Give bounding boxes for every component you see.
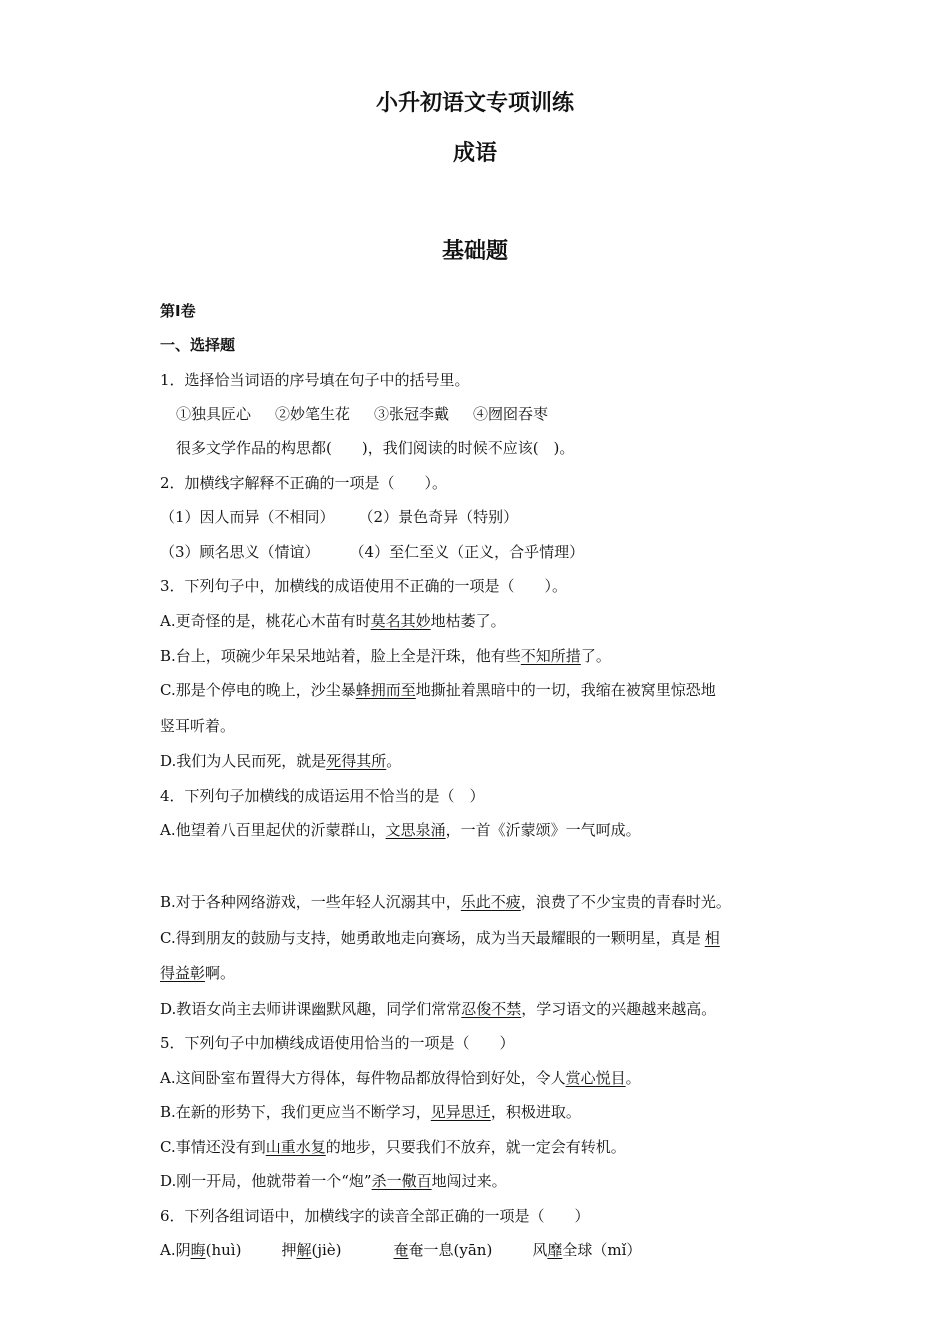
underlined-idiom: 赏心悦目	[565, 1069, 626, 1087]
document-title: 小升初语文专项训练	[375, 91, 574, 116]
question-3-stem: 3．下列句子中，加横线的成语使用不正确的一项是（ ）。	[160, 577, 568, 595]
question-2-options-row-1	[160, 507, 518, 527]
underlined-character: 晦	[190, 1241, 206, 1259]
option-text: ，一首《沂蒙颂》一气呵成。	[445, 821, 641, 839]
option-text: 押	[281, 1241, 297, 1259]
option-text: ，学习语文的兴趣越来越高。	[521, 1000, 717, 1018]
option-text: 风	[532, 1241, 548, 1259]
underlined-idiom: 死得其所	[326, 752, 387, 770]
option-text: 。	[625, 1069, 641, 1087]
question-5-option-a	[160, 1068, 641, 1088]
option-text: A.更奇怪的是，桃花心木苗有时	[160, 612, 371, 630]
question-6-option-a	[160, 1240, 641, 1260]
underlined-character: 靡	[547, 1241, 563, 1259]
underlined-idiom: 莫名其妙	[370, 612, 431, 630]
option-text: ，浪费了不少宝贵的青春时光。	[520, 893, 731, 911]
underlined-idiom: 相	[704, 929, 720, 947]
option-text: B.在新的形势下，我们更应当不断学习，	[160, 1103, 431, 1121]
underlined-idiom: 山重水复	[265, 1138, 326, 1156]
question-4-option-c	[160, 928, 720, 948]
option-3: ③张冠李戴	[374, 405, 450, 423]
question-4-option-b	[160, 892, 731, 912]
underlined-idiom: 文思泉涌	[385, 821, 446, 839]
question-4-option-a	[160, 820, 641, 840]
question-4-option-c-continued	[160, 963, 235, 983]
option-text: 了。	[580, 647, 611, 665]
question-3-option-a	[160, 611, 506, 631]
question-4-option-d	[160, 999, 716, 1019]
underlined-idiom: 得益彰	[160, 964, 206, 982]
option-text: C.那是个停电的晚上，沙尘暴	[160, 681, 356, 699]
underlined-idiom: 杀一儆百	[371, 1172, 432, 1190]
question-1-stem: 1．选择恰当词语的序号填在句子中的括号里。	[160, 371, 470, 389]
question-1-options	[176, 404, 548, 424]
underlined-idiom: 蜂拥而至	[355, 681, 416, 699]
option-1: （1）因人而异（不相同）	[160, 508, 335, 526]
option-text: B.台上，项碗少年呆呆地站着，脸上全是汗珠，他有些	[160, 647, 521, 665]
question-6-stem: 6．下列各组词语中，加横线字的读音全部正确的一项是（ ）	[160, 1207, 590, 1225]
underlined-idiom: 忍俊不禁	[461, 1000, 522, 1018]
option-text: ，积极进取。	[490, 1103, 581, 1121]
pinyin: 全球（mǐ）	[562, 1241, 642, 1259]
option-text: 地撕扯着黑暗中的一切，我缩在被窝里惊恐地	[415, 681, 716, 699]
question-4-stem: 4．下列句子加横线的成语运用不恰当的是（ ）	[160, 787, 485, 805]
option-2: （2）景色奇异（特别）	[358, 508, 519, 526]
option-text: D.教语女尚主去师讲课幽默风趣，同学们常常	[160, 1000, 462, 1018]
question-2-stem: 2．加横线字解释不正确的一项是（ ）。	[160, 474, 448, 492]
option-text: 啊。	[205, 964, 236, 982]
volume-heading: 第Ⅰ卷	[160, 302, 196, 320]
option-text: 。	[386, 752, 402, 770]
document-subtitle: 成语	[452, 141, 497, 166]
option-3: （3）顾名思义（情谊）	[160, 543, 320, 561]
option-2: ②妙笔生花	[275, 405, 351, 423]
section-level-heading: 基础题	[441, 239, 508, 264]
pinyin: (huì)	[205, 1241, 242, 1259]
option-text: A.这间卧室布置得大方得体，每件物品都放得恰到好处，令人	[160, 1069, 566, 1087]
option-text: D.我们为人民而死，就是	[160, 752, 327, 770]
option-4: ④囫囵吞枣	[473, 405, 549, 423]
question-5-option-b	[160, 1102, 581, 1122]
question-3-option-d	[160, 751, 401, 771]
question-5-option-c	[160, 1137, 626, 1157]
option-text: C.事情还没有到	[160, 1138, 266, 1156]
option-text: D.刚一开局，他就带着一个“炮”	[160, 1172, 372, 1190]
question-5-option-d	[160, 1171, 507, 1191]
question-1-sentence: 很多文学作品的构思都( )，我们阅读的时候不应该( )。	[176, 439, 575, 457]
option-4: （4）至仁至义（正义，合乎情理）	[349, 543, 585, 561]
option-text: B.对于各种网络游戏，一些年轻人沉溺其中，	[160, 893, 461, 911]
pinyin: 奄一息(yān)	[408, 1241, 493, 1259]
pinyin: (jiè)	[311, 1241, 342, 1259]
option-1: ①独具匠心	[176, 405, 252, 423]
question-2-options-row-2	[160, 542, 584, 562]
underlined-idiom: 不知所措	[520, 647, 581, 665]
part-heading: 一、选择题	[160, 336, 236, 354]
option-text: 的地步，只要我们不放弃，就一定会有转机。	[325, 1138, 626, 1156]
question-3-option-b	[160, 646, 611, 666]
underlined-character: 解	[296, 1241, 312, 1259]
question-3-option-c-continued: 竖耳听着。	[160, 717, 236, 735]
underlined-idiom: 乐此不疲	[460, 893, 521, 911]
option-text: 地枯萎了。	[430, 612, 506, 630]
option-text: A.阴	[160, 1241, 191, 1259]
option-text: A.他望着八百里起伏的沂蒙群山，	[160, 821, 386, 839]
option-text: 地闯过来。	[431, 1172, 507, 1190]
underlined-character: 奄	[393, 1241, 409, 1259]
option-text: C.得到朋友的鼓励与支持，她勇敢地走向赛场，成为当天最耀眼的一颗明星，真是	[160, 929, 701, 947]
underlined-idiom: 见异思迁	[430, 1103, 491, 1121]
question-5-stem: 5．下列句子中加横线成语使用恰当的一项是（ ）	[160, 1034, 515, 1052]
question-3-option-c	[160, 680, 716, 700]
